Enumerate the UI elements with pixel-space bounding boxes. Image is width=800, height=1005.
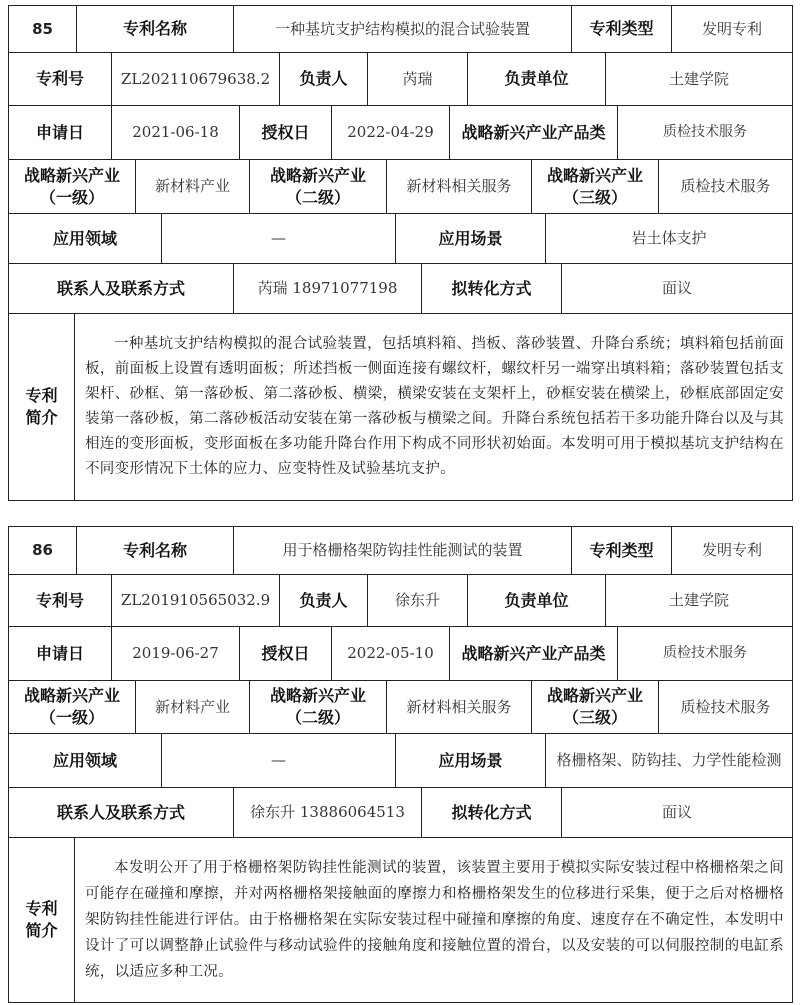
patent-name-value: 用于格栅格架防钩挂性能测试的装置 <box>234 527 572 574</box>
abstract-label-line2: 简介 <box>25 408 58 427</box>
category-value: 质检技术服务 <box>663 645 747 662</box>
grant-date-value: 2022-05-10 <box>332 627 450 680</box>
patent-name-value: 一种基坑支护结构模拟的混合试验装置 <box>234 6 572 52</box>
apply-date-value: 2021-06-18 <box>112 106 240 159</box>
sei-l1-label-line2: （一级） <box>39 187 104 207</box>
patent-card-85 <box>8 5 793 501</box>
row-sei <box>9 681 792 734</box>
patent-no-label: 专利号 <box>9 575 112 626</box>
abstract-label <box>9 838 75 1002</box>
sei-l3-label <box>532 681 659 733</box>
patent-no-value: ZL201910565032.9 <box>112 575 280 626</box>
scene-value: 岩土体支护 <box>631 229 707 248</box>
patent-name-label: 专利名称 <box>77 6 234 52</box>
row-dates <box>9 627 792 681</box>
sei-l1-label <box>9 681 136 733</box>
sei-l1-label-line1: 战略新兴产业 <box>23 165 120 185</box>
row-number <box>9 53 792 106</box>
row-number <box>9 575 792 627</box>
sei-l2-value: 新材料相关服务 <box>387 160 532 213</box>
contact-label: 联系人及联系方式 <box>9 264 234 313</box>
owner-value: 徐东升 <box>368 575 468 626</box>
category-label: 战略新兴产业产品类 <box>450 627 618 680</box>
sei-l1-label-line1: 战略新兴产业 <box>23 686 120 706</box>
row-dates <box>9 106 792 160</box>
apply-date-value: 2019-06-27 <box>112 627 240 680</box>
patent-card-86 <box>8 526 793 1003</box>
abstract-text <box>75 838 792 1002</box>
patent-type-value: 发明专利 <box>701 541 762 560</box>
row-abstract <box>9 314 792 500</box>
grant-date-value: 2022-04-29 <box>332 106 450 159</box>
transfer-label: 拟转化方式 <box>422 264 562 313</box>
patent-name-label: 专利名称 <box>77 527 234 574</box>
owner-label: 负责人 <box>280 575 368 626</box>
field-label: 应用领域 <box>9 214 162 263</box>
unit-value: 土建学院 <box>668 591 729 610</box>
abstract-label-line1: 专利 <box>25 386 58 406</box>
sei-l1-value: 新材料产业 <box>136 681 250 733</box>
patent-type-label: 专利类型 <box>572 527 672 574</box>
apply-date-label: 申请日 <box>9 627 112 680</box>
sei-l2-label-line1: 战略新兴产业 <box>269 165 366 185</box>
grant-date-label: 授权日 <box>240 627 332 680</box>
row-application <box>9 214 792 264</box>
row-contact <box>9 788 792 838</box>
sei-l1-label <box>9 160 136 213</box>
row-sei <box>9 160 792 214</box>
sei-l3-value: 质检技术服务 <box>680 177 771 196</box>
sei-l2-label <box>250 681 387 733</box>
abstract-label-line2: 简介 <box>25 921 58 940</box>
transfer-value: 面议 <box>661 279 692 298</box>
abstract-label <box>9 314 75 500</box>
sei-l3-label-line1: 战略新兴产业 <box>546 165 643 185</box>
sei-l2-label-line1: 战略新兴产业 <box>269 686 366 706</box>
patent-no-label: 专利号 <box>9 53 112 105</box>
unit-label: 负责单位 <box>468 53 606 105</box>
sei-l3-label-line2: （三级） <box>562 187 627 207</box>
field-value: — <box>162 214 396 263</box>
sei-l3-value: 质检技术服务 <box>680 697 771 716</box>
contact-value: 徐东升 13886064513 <box>234 788 422 837</box>
row-abstract <box>9 838 792 1002</box>
sei-l2-label-line2: （二级） <box>285 708 350 727</box>
sei-l2-value: 新材料相关服务 <box>387 681 532 733</box>
row-application <box>9 734 792 788</box>
category-value: 质检技术服务 <box>663 124 747 141</box>
field-value: — <box>162 734 396 787</box>
patent-no-value: ZL202110679638.2 <box>112 53 280 105</box>
abstract-label-line1: 专利 <box>25 899 58 919</box>
sei-l2-label-line2: （二级） <box>285 187 350 207</box>
patent-type-label: 专利类型 <box>572 6 672 52</box>
abstract-paragraph: 本发明公开了用于格栅格架防钩挂性能测试的装置，该装置主要用于模拟实际安装过程中格栅格架之间可能存在碰撞和摩擦，并对两格栅格架接触面的摩擦力和格栅格架发生的位移进行采集，便于之后对格栅格架防钩挂性能进行评估。由于格栅格架在实际安装过程中碰撞和摩擦的角度、速度存在不确定性，本发明中设计了可以调整静止试验件与移动试验件的接触角度和接触位置的滑台，以及安装的可以伺服控制的电缸系统，以适应多种工况。 <box>85 860 784 980</box>
abstract-text <box>75 314 792 500</box>
field-label: 应用领域 <box>9 734 162 787</box>
scene-value: 格栅格架、防钩挂、力学性能检测 <box>556 751 782 770</box>
record-index: 85 <box>9 6 77 52</box>
category-label: 战略新兴产业产品类 <box>450 106 618 159</box>
sei-l3-label-line2: （三级） <box>562 708 627 727</box>
abstract-paragraph: 一种基坑支护结构模拟的混合试验装置，包括填料箱、挡板、落砂装置、升降台系统；填料箱包括前面板，前面板上设置有透明面板；所述挡板一侧面连接有螺纹杆，螺纹杆另一端穿出填料箱；落砂装置包括支架杆、砂框、第一落砂板、第二落砂板、横梁，横梁安装在支架杆上，砂框安装在横梁上，砂框底部固定安装第一落砂板，第二落砂板活动安装在第一落砂板与横梁之间。升降台系统包括若干多功能升降台以及与其相连的变形面板，变形面板在多功能升降台作用下构成不同形状初始面。本发明可用于模拟基坑支护结构在不同变形情况下土体的应力、应变特性及试验基坑支护。 <box>85 336 784 477</box>
unit-label: 负责单位 <box>468 575 606 626</box>
row-title <box>9 527 792 575</box>
record-index: 86 <box>9 527 77 574</box>
contact-value: 芮瑞 18971077198 <box>234 264 422 313</box>
apply-date-label: 申请日 <box>9 106 112 159</box>
scene-label: 应用场景 <box>396 734 546 787</box>
unit-value: 土建学院 <box>668 69 729 88</box>
patent-type-value: 发明专利 <box>701 19 762 38</box>
sei-l1-value: 新材料产业 <box>136 160 250 213</box>
row-title <box>9 6 792 53</box>
sei-l1-label-line2: （一级） <box>39 708 104 727</box>
owner-value: 芮瑞 <box>368 53 468 105</box>
scene-label: 应用场景 <box>396 214 546 263</box>
grant-date-label: 授权日 <box>240 106 332 159</box>
transfer-label: 拟转化方式 <box>422 788 562 837</box>
sei-l2-label <box>250 160 387 213</box>
transfer-value: 面议 <box>661 803 692 822</box>
sei-l3-label-line1: 战略新兴产业 <box>546 686 643 706</box>
row-contact <box>9 264 792 314</box>
owner-label: 负责人 <box>280 53 368 105</box>
sei-l3-label <box>532 160 659 213</box>
contact-label: 联系人及联系方式 <box>9 788 234 837</box>
